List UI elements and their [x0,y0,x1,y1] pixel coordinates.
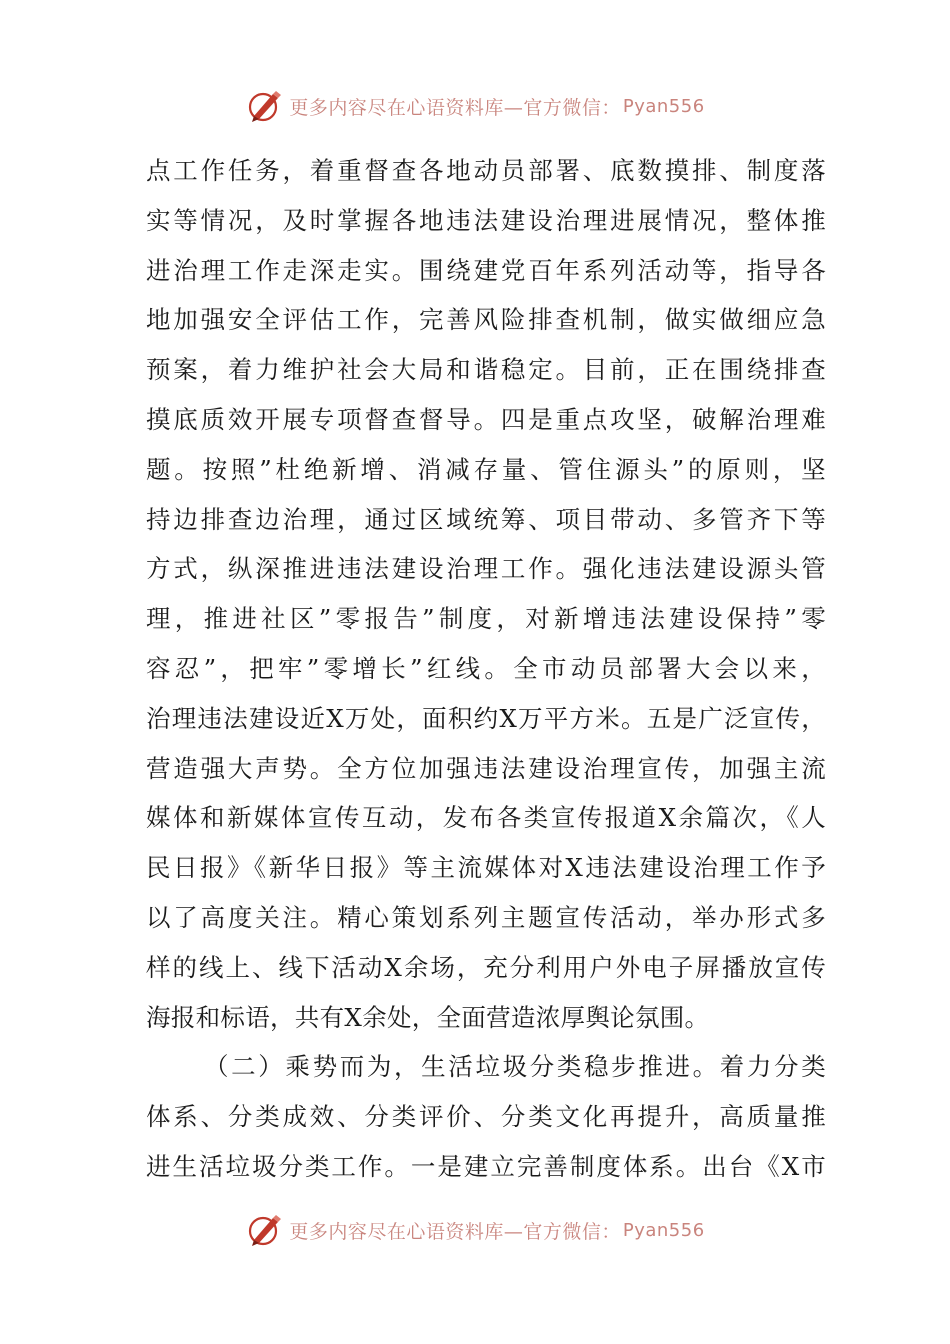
pen-logo-icon [245,1210,285,1250]
document-body [146,146,826,1192]
text-line: 实等情况，及时掌握各地违法建设治理进展情况，整体推 [146,205,826,235]
text-line: 海报和标语，共有X余处，全面营造浓厚舆论氛围。 [146,1002,710,1032]
paragraph-1 [146,146,826,1042]
text-line: 体系、分类成效、分类评价、分类文化再提升，高质量推 [146,1102,826,1132]
text-line: 进治理工作走深走实。围绕建党百年系列活动等，指导各 [146,255,826,285]
text-line: 治理违法建设近X万处，面积约X万平方米。五是广泛宣传， [146,703,826,733]
watermark-text: 更多内容尽在心语资料库—官方微信： [289,96,621,119]
text-line: 营造强大声势。全方位加强违法建设治理宣传，加强主流 [146,753,826,783]
paragraph-2 [146,1042,826,1191]
text-line: 地加强安全评估工作，完善风险排查机制，做实做细应急 [146,305,826,335]
text-line: 方式，纵深推进违法建设治理工作。强化违法建设源头管 [146,554,826,584]
text-line: 持边排查边治理，通过区域统筹、项目带动、多管齐下等 [146,504,826,534]
text-line: 样的线上、线下活动X余场，充分利用户外电子屏播放宣传 [146,952,826,982]
watermark-text: 更多内容尽在心语资料库—官方微信： [289,1220,621,1243]
text-line: 民日报》《新华日报》等主流媒体对X违法建设治理工作予 [146,853,826,883]
watermark-wechat-id: Pyan556 [622,95,705,117]
text-line: 媒体和新媒体宣传互动，发布各类宣传报道X余篇次，《人 [146,803,826,833]
text-line: 理，推进社区”零报告”制度，对新增违法建设保持”零 [146,604,826,634]
footer-watermark [0,1208,950,1252]
text-line: 以了高度关注。精心策划系列主题宣传活动，举办形式多 [146,902,826,932]
text-line: 摸底质效开展专项督查督导。四是重点攻坚，破解治理难 [146,404,826,434]
text-line: 点工作任务，着重督查各地动员部署、底数摸排、制度落 [146,156,826,185]
text-line: 容忍”，把牢”零增长”红线。全市动员部署大会以来， [146,653,826,683]
text-line: 预案，着力维护社会大局和谐稳定。目前，正在围绕排查 [146,355,826,385]
pen-logo-icon [245,86,285,126]
text-line: 题。按照”杜绝新增、消减存量、管住源头”的原则，坚 [146,454,826,484]
text-line: 进生活垃圾分类工作。一是建立完善制度体系。出台《X市 [146,1151,826,1181]
section-heading-line: （二）乘势而为，生活垃圾分类稳步推进。着力分类 [204,1052,826,1082]
header-watermark [0,84,950,128]
watermark-wechat-id: Pyan556 [622,1219,705,1241]
